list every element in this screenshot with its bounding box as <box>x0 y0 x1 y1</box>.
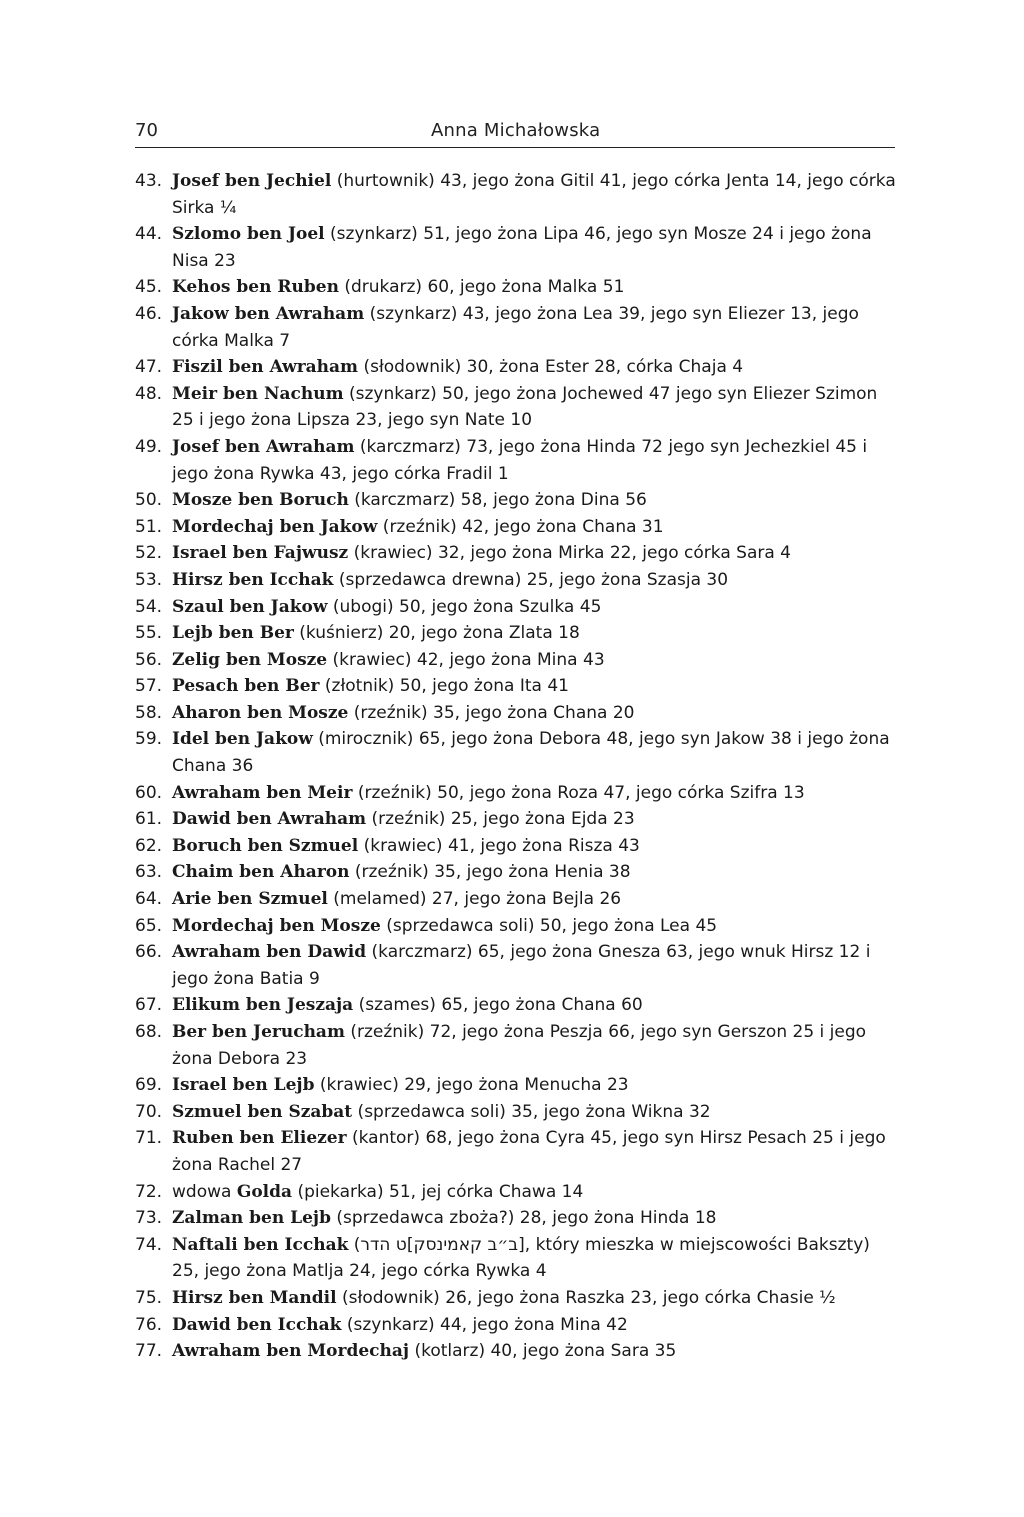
entry-details: (szynkarz) 43, jego żona Lea 39, jego syn Eliezer 13, jego córka Malka 7 <box>172 303 859 351</box>
person-name: Josef ben Awraham <box>172 436 355 457</box>
entry-details: (krawiec) 32, jego żona Mirka 22, jego córka Sara 4 <box>348 543 791 564</box>
list-item <box>135 833 897 860</box>
list-item <box>135 700 897 727</box>
header-rule <box>135 147 895 148</box>
entry-number: 64. <box>135 889 163 910</box>
entry-details: (mirocznik) 65, jego żona Debora 48, jego syn Jakow 38 i jego żona Chana 36 <box>172 729 890 777</box>
entry-details: (piekarka) 51, jej córka Chawa 14 <box>292 1181 584 1202</box>
entry-number: 43. <box>135 171 163 191</box>
list-item <box>135 806 897 833</box>
list-item <box>135 434 897 487</box>
person-name: Hirsz ben Mandil <box>172 1287 337 1308</box>
person-name: Zalman ben Lejb <box>172 1208 331 1229</box>
person-name: Mosze ben Boruch <box>172 490 349 511</box>
person-name: Fiszil ben Awraham <box>172 357 359 378</box>
person-name: Idel ben Jakow <box>172 729 313 750</box>
entry-details: (sprzedawca zboża?) 28, jego żona Hinda 18 <box>330 1208 717 1229</box>
person-name: Szmuel ben Szabat <box>172 1101 353 1122</box>
entry-details: (krawiec) 29, jego żona Menucha 23 <box>314 1075 629 1096</box>
entry-details: (rzeźnik) 35, jego żona Chana 20 <box>348 702 635 723</box>
person-name: Szlomo ben Joel <box>172 224 325 245</box>
list-item <box>135 1338 897 1365</box>
entry-details: (szames) 65, jego żona Chana 60 <box>353 995 643 1016</box>
person-name: Mordechaj ben Jakow <box>172 516 378 537</box>
entry-number: 56. <box>135 649 163 670</box>
list-item <box>135 1125 897 1178</box>
entry-number: 47. <box>135 357 163 378</box>
list-item <box>135 594 897 621</box>
entry-number: 62. <box>135 835 163 856</box>
entry-number: 45. <box>135 277 163 298</box>
entry-details: (hurtownik) 43, jego żona Gitil 41, jego córka Jenta 14, jego córka Sirka ¼ <box>172 171 896 218</box>
list-item <box>135 540 897 567</box>
entry-details: (rzeźnik) 42, jego żona Chana 31 <box>377 516 664 537</box>
list-item <box>135 487 897 514</box>
list-item <box>135 381 897 434</box>
entry-details: (złotnik) 50, jego żona Ita 41 <box>319 676 569 697</box>
person-name: Boruch ben Szmuel <box>172 835 359 856</box>
entry-number: 53. <box>135 569 163 590</box>
list-item <box>135 886 897 913</box>
entry-number: 55. <box>135 623 163 644</box>
person-name: Mordechaj ben Mosze <box>172 915 381 936</box>
entry-number: 75. <box>135 1287 163 1308</box>
list-item <box>135 673 897 700</box>
person-name: Naftali ben Icchak <box>172 1234 349 1255</box>
person-name: Dawid ben Icchak <box>172 1314 342 1335</box>
person-name: Chaim ben Aharon <box>172 862 350 883</box>
entry-details: (krawiec) 42, jego żona Mina 43 <box>327 649 605 670</box>
person-name: Zelig ben Mosze <box>172 649 328 670</box>
list-item <box>135 1232 897 1285</box>
entry-details: (sprzedawca drewna) 25, jego żona Szasja 30 <box>333 569 729 590</box>
list-item <box>135 859 897 886</box>
entry-details: , który mieszka w miejscowości Bakszty) 25, jego żona Matlja 24, jego córka Rywka 4 <box>172 1234 870 1282</box>
entry-number: 54. <box>135 596 163 617</box>
entry-number: 51. <box>135 516 163 537</box>
person-name: Pesach ben Ber <box>172 676 320 697</box>
entry-details: (melamed) 27, jego żona Bejla 26 <box>327 889 622 910</box>
entry-number: 58. <box>135 702 163 723</box>
entry-number: 67. <box>135 995 163 1016</box>
list-item <box>135 1072 897 1099</box>
list-item <box>135 1285 897 1312</box>
list-item <box>135 301 897 354</box>
list-item <box>135 620 897 647</box>
list-item <box>135 726 897 779</box>
entry-details: (sprzedawca soli) 50, jego żona Lea 45 <box>380 915 718 936</box>
entry-number: 46. <box>135 303 163 324</box>
list-item <box>135 913 897 940</box>
list-item <box>135 221 897 274</box>
entry-details: (karczmarz) 65, jego żona Gnesza 63, jego wnuk Hirsz 12 i jego żona Batia 9 <box>172 942 871 989</box>
list-item <box>135 1019 897 1072</box>
entry-text-pre: ( <box>348 1234 361 1255</box>
entry-number: 68. <box>135 1022 163 1042</box>
entry-details: (krawiec) 41, jego żona Risza 43 <box>358 835 640 856</box>
entry-details: (karczmarz) 58, jego żona Dina 56 <box>348 490 647 511</box>
person-name: Meir ben Nachum <box>172 383 344 404</box>
entry-number: 74. <box>135 1234 163 1255</box>
entry-number: 70. <box>135 1101 163 1122</box>
entry-number: 49. <box>135 436 163 457</box>
hebrew-text: [ב״ב קאמינסק]ט הדר <box>360 1234 525 1255</box>
list-item <box>135 274 897 301</box>
person-name: Arie ben Szmuel <box>172 889 328 910</box>
entry-details: (sprzedawca soli) 35, jego żona Wikna 32 <box>352 1101 711 1122</box>
person-name: Ruben ben Eliezer <box>172 1128 347 1149</box>
entry-details: (ubogi) 50, jego żona Szulka 45 <box>327 596 602 617</box>
entry-details: (rzeźnik) 25, jego żona Ejda 23 <box>366 809 635 830</box>
person-name: Szaul ben Jakow <box>172 596 328 617</box>
entry-details: (szynkarz) 50, jego żona Jochewed 47 jego syn Eliezer Szimon 25 i jego żona Lipsza 23, jego syn Nate 10 <box>172 383 878 431</box>
entry-details: (rzeźnik) 50, jego żona Roza 47, jego córka Szifra 13 <box>352 782 805 803</box>
person-name: Elikum ben Jeszaja <box>172 995 354 1016</box>
person-name: Kehos ben Ruben <box>172 277 339 298</box>
page-number: 70 <box>135 120 158 141</box>
entry-number: 72. <box>135 1181 163 1202</box>
entry-details: (szynkarz) 51, jego żona Lipa 46, jego syn Mosze 24 i jego żona Nisa 23 <box>172 224 872 271</box>
entry-number: 65. <box>135 915 163 936</box>
entry-details: (rzeźnik) 72, jego żona Peszja 66, jego syn Gerszon 25 i jego żona Debora 23 <box>172 1022 867 1069</box>
list-item <box>135 1312 897 1339</box>
entry-number: 71. <box>135 1128 163 1149</box>
entry-number: 52. <box>135 543 163 564</box>
entry-number: 48. <box>135 383 163 404</box>
list-item <box>135 168 897 221</box>
entry-details: (słodownik) 26, jego żona Raszka 23, jego córka Chasie ½ <box>336 1287 836 1308</box>
entry-number: 69. <box>135 1075 163 1096</box>
person-name: Ber ben Jerucham <box>172 1022 345 1042</box>
entry-number: 44. <box>135 224 163 245</box>
entry-number: 59. <box>135 729 163 750</box>
person-name: Hirsz ben Icchak <box>172 569 334 590</box>
entry-details: (szynkarz) 44, jego żona Mina 42 <box>341 1314 628 1335</box>
list-item <box>135 780 897 807</box>
list-item <box>135 992 897 1019</box>
entry-details: (kuśnierz) 20, jego żona Zlata 18 <box>293 623 580 644</box>
list-item <box>135 1205 897 1232</box>
entry-number: 57. <box>135 676 163 697</box>
entry-number: 60. <box>135 782 163 803</box>
page-header <box>135 120 895 144</box>
person-name: Jakow ben Awraham <box>172 303 365 324</box>
person-name: Awraham ben Meir <box>172 782 353 803</box>
entry-number: 66. <box>135 942 163 963</box>
entry-details: (kotlarz) 40, jego żona Sara 35 <box>409 1341 677 1362</box>
list-item <box>135 1099 897 1126</box>
entry-details: (rzeźnik) 35, jego żona Henia 38 <box>349 862 631 883</box>
person-name: Israel ben Lejb <box>172 1075 315 1096</box>
list-item <box>135 647 897 674</box>
entry-details: (karczmarz) 73, jego żona Hinda 72 jego syn Jechezkiel 45 i jego żona Rywka 43, jego córka Fradil 1 <box>172 436 868 484</box>
entry-number: 50. <box>135 490 163 511</box>
entry-details: (słodownik) 30, żona Ester 28, córka Chaja 4 <box>358 357 744 378</box>
entry-prefix: wdowa <box>172 1181 237 1202</box>
person-name: Josef ben Jechiel <box>172 171 332 191</box>
list-item <box>135 1179 897 1206</box>
person-name: Awraham ben Mordechaj <box>172 1341 410 1362</box>
list-item <box>135 514 897 541</box>
list-item <box>135 567 897 594</box>
entry-number: 63. <box>135 862 163 883</box>
person-name: Awraham ben Dawid <box>172 942 367 963</box>
list-item <box>135 354 897 381</box>
list-item <box>135 939 897 992</box>
entry-number: 77. <box>135 1341 163 1362</box>
entry-number: 73. <box>135 1208 163 1229</box>
person-name: Aharon ben Mosze <box>172 702 349 723</box>
entry-details: (kantor) 68, jego żona Cyra 45, jego syn Hirsz Pesach 25 i jego żona Rachel 27 <box>172 1128 886 1175</box>
person-name: Israel ben Fajwusz <box>172 543 349 564</box>
entry-number: 76. <box>135 1314 163 1335</box>
person-name: Lejb ben Ber <box>172 623 294 644</box>
entry-number: 61. <box>135 809 163 830</box>
entry-details: (drukarz) 60, jego żona Malka 51 <box>338 277 625 298</box>
entry-list <box>135 168 897 1365</box>
person-name: Golda <box>236 1181 293 1202</box>
person-name: Dawid ben Awraham <box>172 809 367 830</box>
running-head: Anna Michałowska <box>431 120 601 141</box>
